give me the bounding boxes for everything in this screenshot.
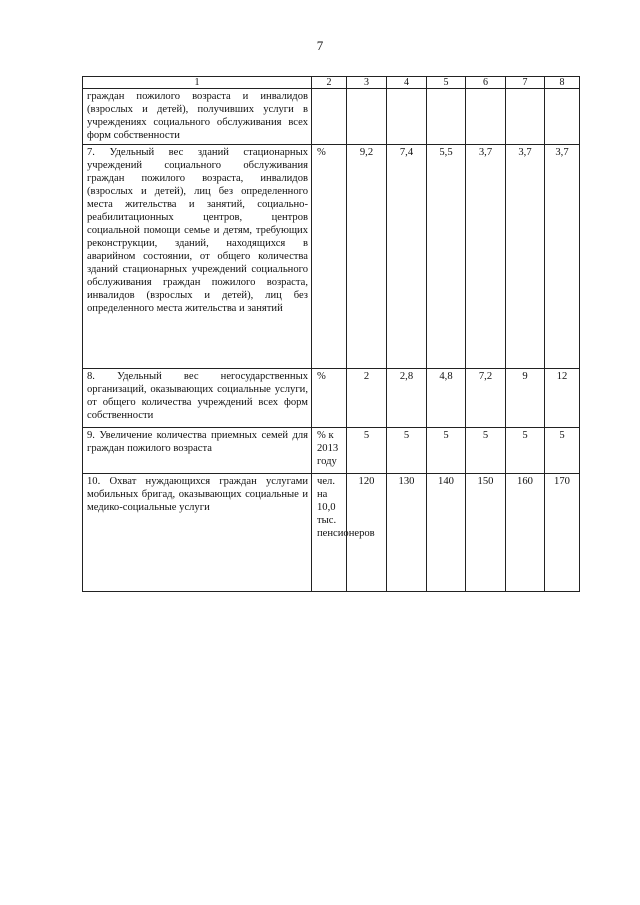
value-cell: 5 [466,428,506,474]
value-cell: 3,7 [506,145,545,369]
column-header: 8 [545,77,580,89]
value-cell [347,89,387,145]
value-cell: 5,5 [427,145,466,369]
unit-cell: % [312,145,347,369]
column-header: 2 [312,77,347,89]
value-cell: 5 [387,428,427,474]
value-cell: 7,4 [387,145,427,369]
value-cell: 140 [427,474,466,592]
unit-cell: % к 2013 году [312,428,347,474]
column-header: 3 [347,77,387,89]
value-cell: 2,8 [387,369,427,428]
value-cell: 2 [347,369,387,428]
unit-cell [312,89,347,145]
unit-cell: % [312,369,347,428]
value-cell: 170 [545,474,580,592]
column-header: 5 [427,77,466,89]
table-row [83,145,580,369]
indicator-cell: 9. Увеличение количества приемных семей для граждан пожилого возраста [83,428,312,474]
value-cell: 5 [347,428,387,474]
column-header: 1 [83,77,312,89]
table-row [83,428,580,474]
value-cell: 9,2 [347,145,387,369]
table-row [83,474,580,592]
value-cell: 120 [347,474,387,592]
value-cell [506,89,545,145]
value-cell: 150 [466,474,506,592]
indicator-cell: граждан пожилого возраста и инвалидов (взрослых и детей), получивших услуги в учреждениях социального обслуживания всех форм собственности [83,89,312,145]
value-cell: 7,2 [466,369,506,428]
value-cell [466,89,506,145]
value-cell [427,89,466,145]
indicator-cell: 7. Удельный вес зданий стационарных учреждений социального обслуживания граждан пожилого возраста, инвалидов (взрослых и детей), лиц без определенного места жительства и занятий, социально-реабилитационных центров, центров социальной помощи семье и детям, требующих реконструкции, зданий, находящихся в аварийном состоянии, от общего количества зданий стационарных учреждений социального обслуживания граждан пожилого возраста, инвалидов (взрослых и детей), лиц без определенного места жительства и занятий [83,145,312,369]
value-cell: 4,8 [427,369,466,428]
column-header: 4 [387,77,427,89]
table-row [83,89,580,145]
value-cell: 5 [545,428,580,474]
value-cell: 5 [427,428,466,474]
table-row [83,369,580,428]
indicator-cell: 10. Охват нуждающихся граждан услугами мобильных бригад, оказывающих социальные и медико-социальные услуги [83,474,312,592]
value-cell: 160 [506,474,545,592]
table-header-row [83,77,580,89]
value-cell: 130 [387,474,427,592]
unit-cell: чел. на 10,0 тыс. пенсионеров [312,474,347,592]
value-cell: 12 [545,369,580,428]
value-cell: 3,7 [545,145,580,369]
value-cell [545,89,580,145]
value-cell [387,89,427,145]
value-cell: 3,7 [466,145,506,369]
indicator-cell: 8. Удельный вес негосударственных организаций, оказывающих социальные услуги, от общего количества учреждений всех форм собственности [83,369,312,428]
value-cell: 9 [506,369,545,428]
indicators-table [82,76,580,592]
column-header: 7 [506,77,545,89]
value-cell: 5 [506,428,545,474]
column-header: 6 [466,77,506,89]
page-number: 7 [316,38,324,53]
